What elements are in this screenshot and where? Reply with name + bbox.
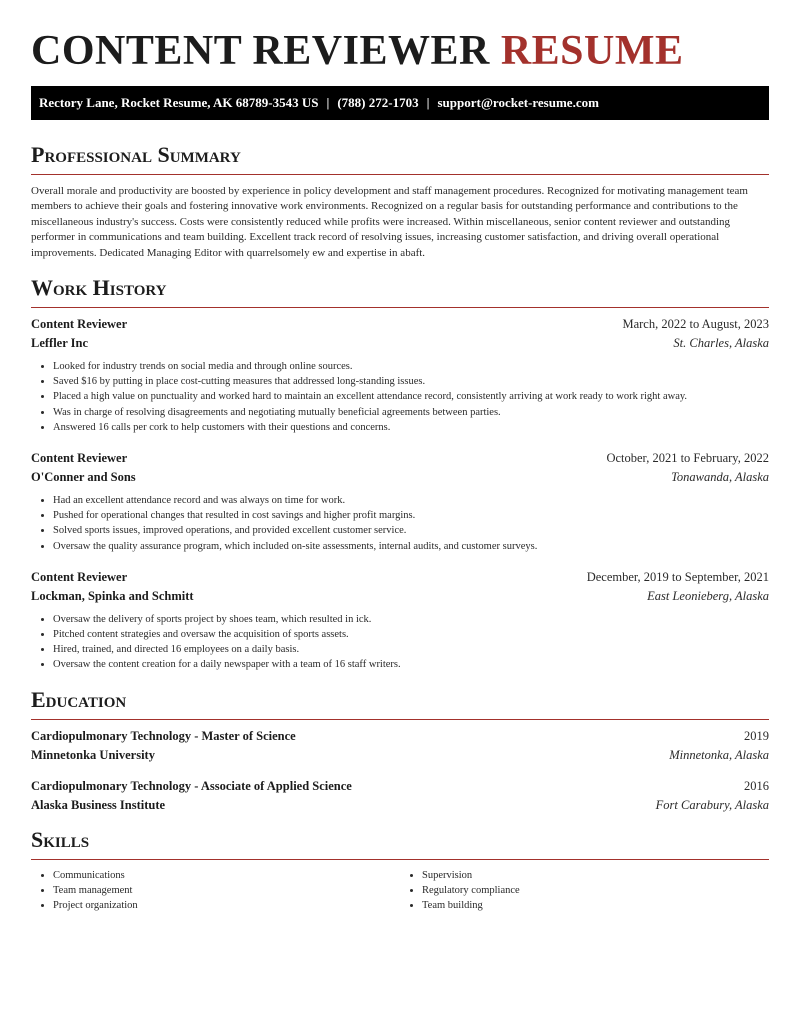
skills-list-right	[400, 868, 769, 914]
resume-title	[31, 0, 769, 72]
job-company: Lockman, Spinka and Schmitt	[31, 588, 194, 603]
section-divider	[31, 174, 769, 175]
education-entry	[31, 779, 769, 813]
skills-grid	[31, 868, 769, 914]
education-section	[31, 687, 769, 813]
bullet-item: • Was in charge of resolving disagreements and negotiating mutually beneficial agreements between parties.	[53, 405, 769, 420]
section-divider	[31, 307, 769, 308]
skills-section	[31, 827, 769, 914]
job-dates: December, 2019 to September, 2021	[586, 569, 769, 584]
bullet-item: • Oversaw the delivery of sports project by shoes team, which resulted in ick.	[53, 612, 769, 627]
title-accent: RESUME	[500, 28, 684, 74]
bullet-item: • Solved sports issues, improved operations, and provided excellent customer service.	[53, 523, 769, 538]
education-year: 2016	[744, 778, 769, 793]
work-section	[31, 275, 769, 673]
work-heading: Work History	[31, 275, 167, 301]
job-bullets	[31, 493, 769, 554]
contact-separator: |	[326, 95, 330, 110]
education-heading: Education	[31, 686, 127, 712]
job-location: East Leonieberg, Alaska	[647, 588, 769, 603]
skill-item: • Supervision	[422, 868, 769, 883]
job-location: St. Charles, Alaska	[673, 336, 769, 351]
skills-heading: Skills	[31, 826, 90, 852]
education-school: Alaska Business Institute	[31, 797, 166, 812]
bullet-item: • Pitched content strategies and oversaw the acquisition of sports assets.	[53, 627, 769, 642]
bullet-item: • Saved $16 by putting in place cost-cutting measures that addressed long-standing issues.	[53, 374, 769, 389]
summary-section	[31, 142, 769, 261]
job-location: Tonawanda, Alaska	[671, 470, 769, 485]
contact-address: Rectory Lane, Rocket Resume, AK 68789-3543 US	[39, 95, 319, 110]
job-entry	[31, 317, 769, 435]
job-company: Leffler Inc	[31, 336, 89, 351]
job-dates: October, 2021 to February, 2022	[606, 451, 769, 466]
skills-list-left	[31, 868, 400, 914]
bullet-item: • Hired, trained, and directed 16 employees on a daily basis.	[53, 642, 769, 657]
bullet-item: • Pushed for operational changes that resulted in cost savings and higher profit margins.	[53, 508, 769, 523]
bullet-item: • Oversaw the content creation for a daily newspaper with a team of 16 staff writers.	[53, 657, 769, 672]
bullet-item: • Answered 16 calls per cork to help customers with their questions and concerns.	[53, 420, 769, 435]
skill-item: • Communications	[53, 868, 400, 883]
education-year: 2019	[744, 728, 769, 743]
skill-item: • Team management	[53, 883, 400, 898]
title-main: CONTENT REVIEWER	[31, 28, 490, 74]
job-title: Content Reviewer	[31, 451, 128, 466]
section-divider	[31, 859, 769, 860]
job-title: Content Reviewer	[31, 569, 128, 584]
summary-heading: Professional Summary	[31, 142, 241, 167]
job-entry	[31, 570, 769, 673]
education-school: Minnetonka University	[31, 747, 155, 762]
section-divider	[31, 719, 769, 720]
education-location: Fort Carabury, Alaska	[655, 797, 769, 812]
contact-bar	[31, 86, 769, 120]
skill-item: • Regulatory compliance	[422, 883, 769, 898]
job-dates: March, 2022 to August, 2023	[622, 317, 769, 332]
job-title: Content Reviewer	[31, 317, 128, 332]
skill-item: • Project organization	[53, 898, 400, 913]
contact-phone: (788) 272-1703	[337, 95, 419, 110]
education-degree: Cardiopulmonary Technology - Master of Science	[31, 728, 296, 743]
job-bullets	[31, 359, 769, 435]
job-entry	[31, 451, 769, 554]
job-company: O'Conner and Sons	[31, 470, 136, 485]
bullet-item: • Placed a high value on punctuality and worked hard to maintain an excellent attendance record, consistently arriving at work ready to work right away.	[53, 389, 769, 404]
bullet-item: • Looked for industry trends on social media and through online sources.	[53, 359, 769, 374]
contact-email: support@rocket-resume.com	[437, 95, 599, 110]
summary-text: Overall morale and productivity are boosted by experience in policy development and staff management procedures. Recognized for motivating management team members to achieve their goals and fostering innovative work environments. Recognized on a regular basis for outstanding performance and contributions to the miscellaneous industry's success. Costs were consistently reduced while profits were increased. Within miscellaneous, senior content reviewer and outstanding performer in communications and team building. Excellent track record of resolving issues, increasing customer satisfaction, and driving overall operational improvements. Dedicated Managing Editor with quarrelsomely ew and expertise in abaft.	[31, 185, 748, 259]
bullet-item: • Had an excellent attendance record and was always on time for work.	[53, 493, 769, 508]
education-degree: Cardiopulmonary Technology - Associate of Applied Science	[31, 778, 352, 793]
skill-item: • Team building	[422, 898, 769, 913]
contact-separator: |	[426, 95, 430, 110]
education-location: Minnetonka, Alaska	[669, 747, 769, 762]
job-bullets	[31, 612, 769, 673]
bullet-item: • Oversaw the quality assurance program, which included on-site assessments, internal audits, and customer surveys.	[53, 539, 769, 554]
education-entry	[31, 729, 769, 763]
